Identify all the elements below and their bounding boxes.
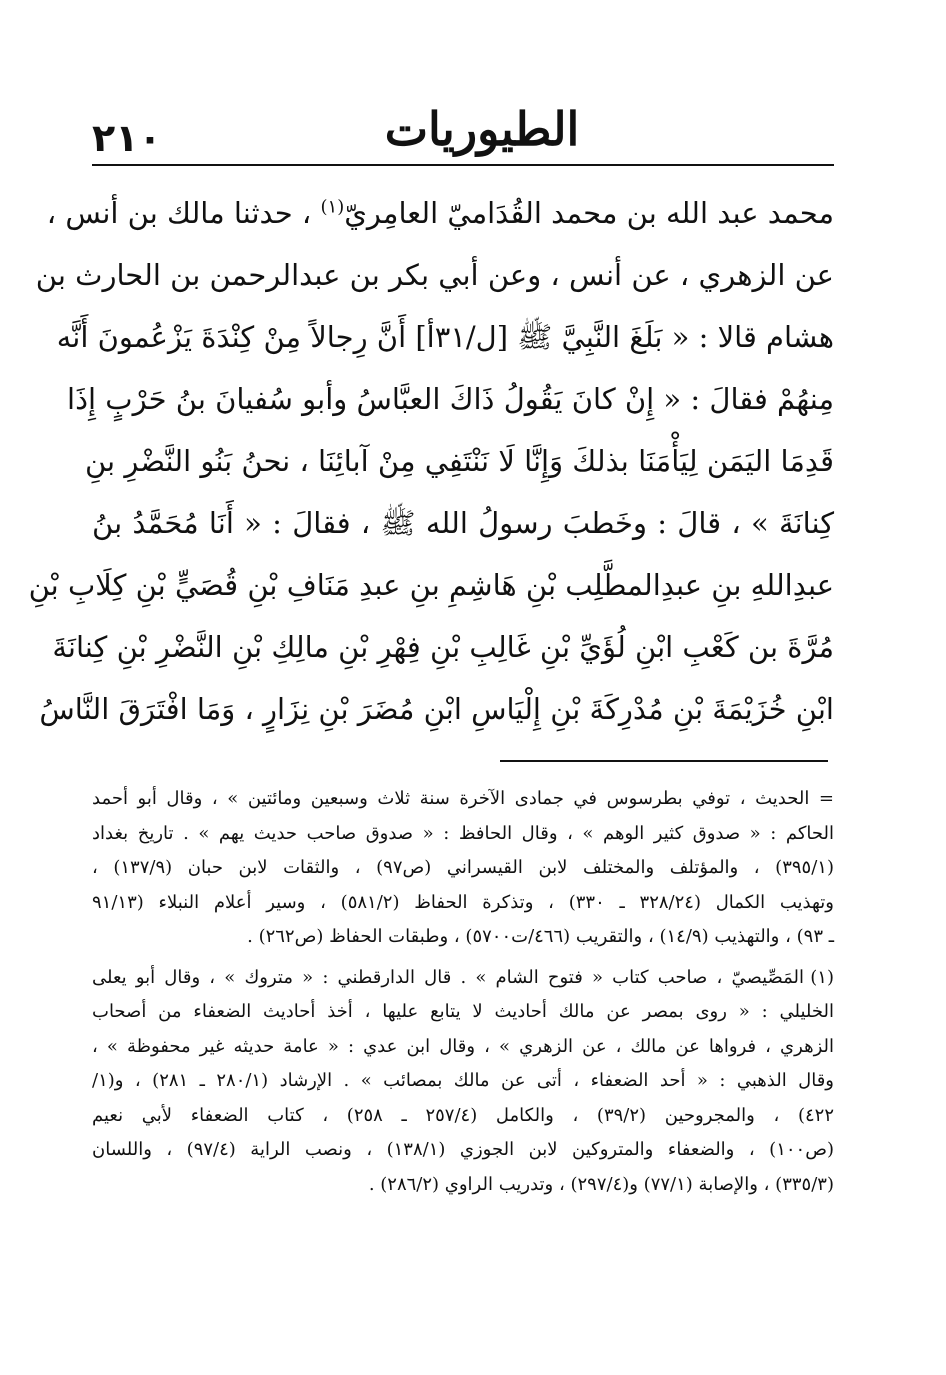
main-text-line: ابْنِ خُزَيْمَةَ بْنِ مُدْرِكَةَ بْنِ إِلْيَاسِ ابْنِ مُضَرَ بْنِ نِزَارٍ ، وَمَا افْتَرَقَ النَّاسُ bbox=[39, 692, 834, 726]
footnote-continuation-line: = الحديث ، توفي بطرسوس في جمادى الآخرة سنة ثلاث وسبعين ومائتين » ، وقال أبو أحمد bbox=[92, 788, 834, 809]
footnote-1-text: المَصِّيصيّ ، صاحب كتاب « فتوح الشام » . قال الدارقطني : « متروك » ، وقال أبو يعلى bbox=[92, 966, 804, 988]
footnote-1-line: وقال الذهبي : « أحد الضعفاء ، أتى عن مالك بمصائب » . الإرشاد (٢٨٠/١ ـ ٢٨١) ، و(١/ bbox=[92, 1070, 834, 1091]
main-text-line: هشام قالا : « بَلَغَ النَّبِيَّ ﷺ [ل/٣١أ] أَنَّ رِجالاً مِنْ كِنْدَةَ يَزْعُمونَ أَنَّه bbox=[56, 320, 834, 354]
main-text-line-start: محمد عبد الله بن محمد القُدَاميّ العامِريّ bbox=[344, 196, 834, 230]
footnote-continuation-line: ـ ٩٣) ، والتهذيب (١٤/٩) ، والتقريب (٤٦٦/ت٥٧٠٠) ، وطبقات الحفاظ (ص٢٦٢) . bbox=[247, 926, 834, 947]
main-text-line-end: ، حدثنا مالك بن أنس ، bbox=[46, 196, 312, 230]
main-text-line: مُرَّةَ بن كَعْبِ ابْنِ لُؤَيِّ بْنِ غَالِبِ بْنِ فِهْرِ بْنِ مالِكِ بْنِ النَّضْرِ بْنِ كِنانَةَ bbox=[52, 630, 834, 664]
footnote-1-line: الزهري ، فرواها عن مالك ، عن الزهري » ، وقال ابن عدي : « عامة حديثه غير محفوظة » ، bbox=[92, 1035, 834, 1057]
running-title: الطيوريات bbox=[384, 102, 580, 156]
main-text-line: مِنهُمْ فقالَ : « إِنْ كانَ يَقُولُ ذَاكَ العبَّاسُ وأبو سُفيانَ بنُ حَرْبٍ إِذَا bbox=[67, 382, 834, 416]
footnote-reference: (١) bbox=[320, 196, 345, 218]
footnote-1-line: (ص١٠٠) ، والضعفاء والمتروكين لابن الجوزي (١٣٨/١) ، ونصب الراية (٩٧/٤) ، واللسان bbox=[92, 1139, 834, 1160]
footnote-continuation-line: (٣٩٥/١) ، والمؤتلف والمختلف لابن القيسراني (ص٩٧) ، والثقات لابن حبان (١٣٧/٩) ، bbox=[92, 857, 834, 878]
footnote-1-line bbox=[92, 961, 834, 996]
main-text-line: كِنانَةَ » ، قالَ : وخَطبَ رسولُ الله ﷺ ، فقالَ : « أَنَا مُحَمَّدُ بنُ bbox=[92, 506, 834, 540]
footnotes bbox=[92, 782, 834, 1202]
footnote-1-line: (٣٣٥/٣) ، والإصابة (٧٧/١) و(٢٩٧/٤) ، وتدريب الراوي (٢٨٦/٢) . bbox=[368, 1173, 834, 1195]
footnote-1-line: الخليلي : « روى بمصر عن مالك أحاديث لا يتابع عليها ، أخذ أحاديث الضعفاء من أصحاب bbox=[92, 1001, 834, 1022]
page-number: ٢١٠ bbox=[92, 116, 162, 160]
footnote-continuation-line: الحاكم : « صدوق كثير الوهم » ، وقال الحافظ : « صدوق صاحب حديث يهم » . تاريخ بغداد bbox=[92, 822, 834, 844]
footnote-1-marker: (١) bbox=[810, 966, 834, 988]
footnote-separator bbox=[500, 760, 828, 762]
header-rule bbox=[92, 164, 834, 166]
footnote-1-line: ٤٢٢) ، والمجروحين (٣٩/٢) ، والكامل (٢٥٧/٤ ـ ٢٥٨) ، كتاب الضعفاء لأبي نعيم bbox=[92, 1104, 835, 1126]
main-text-line: عبدِاللهِ بنِ عبدِالمطَّلِب بْنِ هَاشِمِ بنِ عبدِ مَنَافِ بْنِ قُصَيٍّ بْنِ كِلَابِ بْنِ bbox=[28, 568, 834, 602]
page-header bbox=[92, 100, 834, 162]
main-text-line: قَدِمَا اليَمَن لِيَأْمَنَا بذلكَ وَإِنَّا لَا نَنْتَفِي مِنْ آبائِنَا ، نحنُ بَنُو النَّضْرِ بنِ bbox=[84, 444, 834, 478]
main-text-line bbox=[46, 182, 834, 244]
main-text-line: عن الزهري ، عن أنس ، وعن أبي بكر بن عبدالرحمن بن الحارث بن bbox=[35, 258, 834, 292]
main-text bbox=[28, 182, 834, 740]
footnote-continuation-line: وتهذيب الكمال (٣٢٨/٢٤ ـ ٣٣٠) ، وتذكرة الحفاظ (٥٨١/٢) ، وسير أعلام النبلاء (٩١/١٣ bbox=[92, 891, 834, 913]
